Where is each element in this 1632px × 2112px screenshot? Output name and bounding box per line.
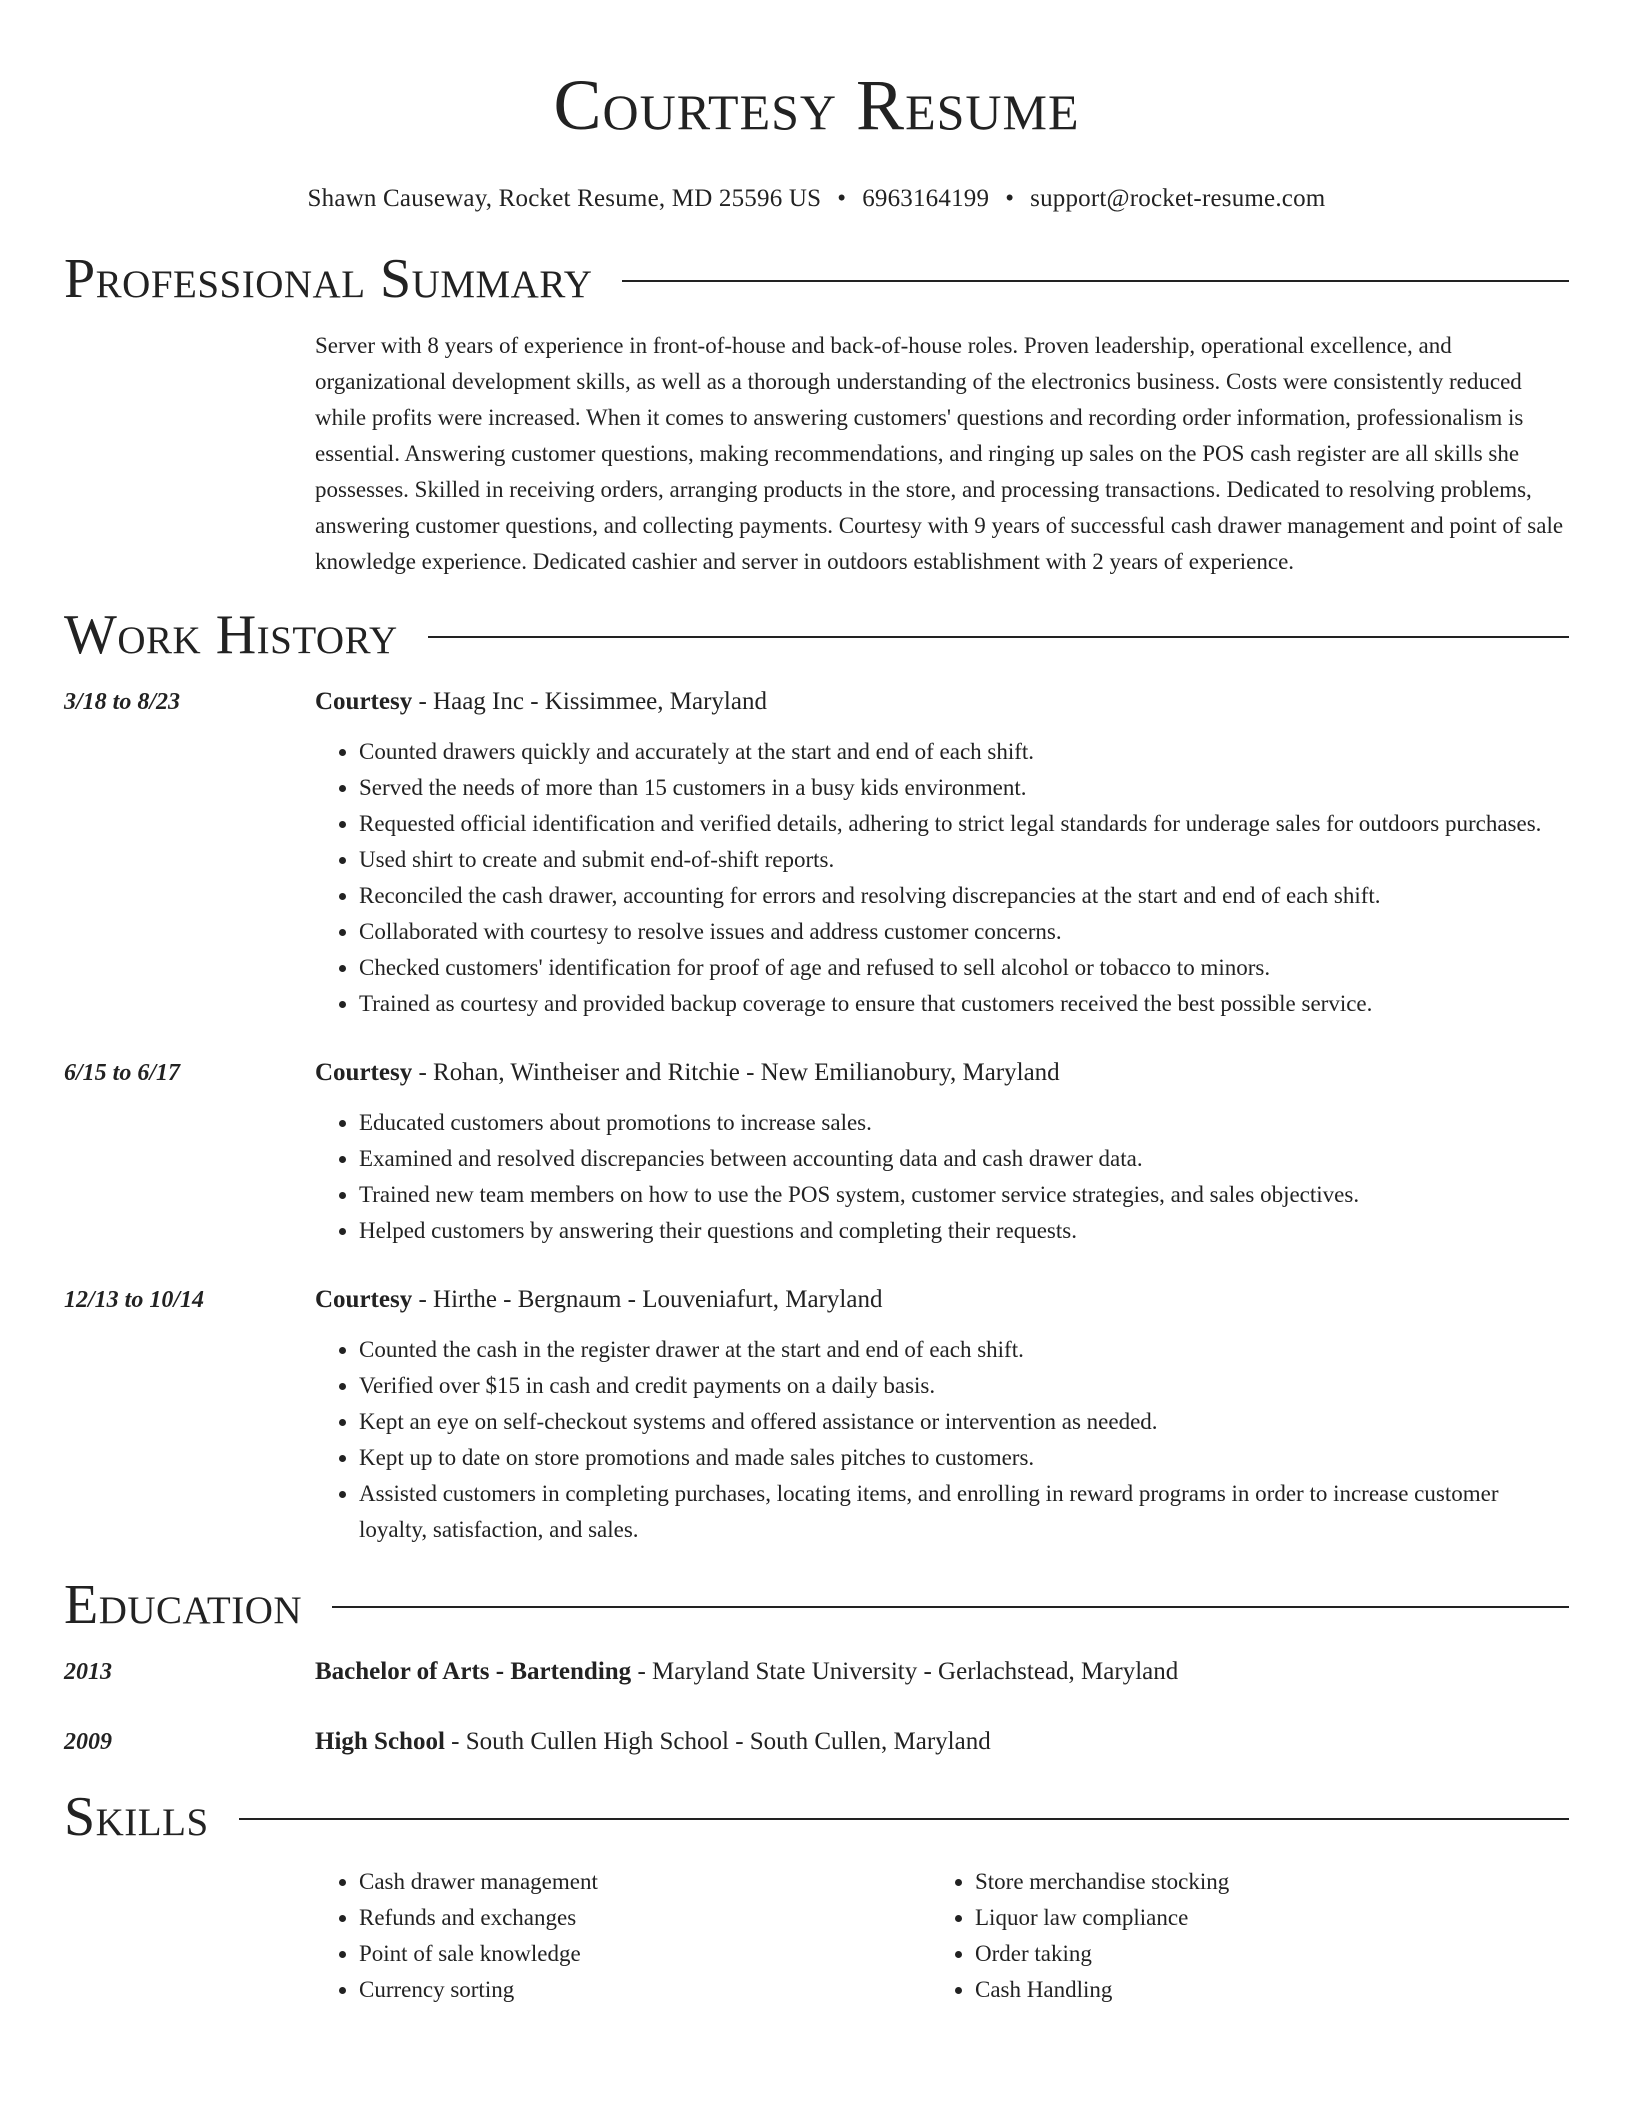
education-role: [315, 1654, 1569, 1690]
job-dates: 6/15 to 6/17: [64, 1060, 181, 1086]
job-title: Courtesy: [315, 1286, 413, 1313]
job-bullet: • Trained as courtesy and provided backup coverage to ensure that customers received the best possible service.: [359, 986, 1569, 1022]
education-entry: [64, 1654, 1569, 1690]
skill-item: • Currency sorting: [359, 1972, 931, 2008]
skill-item: • Cash drawer management: [359, 1864, 931, 1900]
job-bullet: • Used shirt to create and submit end-of-shift reports.: [359, 842, 1569, 878]
skills-section-header: [64, 1784, 1569, 1850]
resume-name: Courtesy Resume: [553, 65, 1080, 145]
job-role: [315, 1055, 1569, 1091]
section-divider: [622, 280, 1569, 282]
job-bullets: [315, 1332, 1569, 1548]
job-role: [315, 1282, 1569, 1318]
education-year: 2013: [64, 1659, 112, 1685]
contact-phone: 6963164199: [862, 185, 990, 212]
job-role: [315, 684, 1569, 720]
education-entry: [64, 1724, 1569, 1760]
job-bullet: • Counted drawers quickly and accurately at the start and end of each shift.: [359, 734, 1569, 770]
job-bullet: • Counted the cash in the register drawer at the start and end of each shift.: [359, 1332, 1569, 1368]
job-entry: [64, 1055, 1569, 1249]
education-details: - South Cullen High School - South Cullen, Maryland: [444, 1728, 991, 1755]
skill-item: • Store merchandise stocking: [975, 1864, 1547, 1900]
job-bullets: [315, 1105, 1569, 1249]
job-bullet: • Reconciled the cash drawer, accounting for errors and resolving discrepancies at the start and end of each shift.: [359, 878, 1569, 914]
work-heading: Work History: [64, 604, 398, 666]
job-title: Courtesy: [315, 688, 413, 715]
job-bullets: [315, 734, 1569, 1022]
section-divider: [332, 1606, 1569, 1608]
education-year: 2009: [64, 1729, 112, 1755]
education-degree: Bachelor of Arts - Bartending: [315, 1658, 632, 1685]
job-details: - Haag Inc - Kissimmee, Maryland: [412, 688, 767, 715]
skills-column-left: [315, 1864, 931, 2008]
skill-item: • Refunds and exchanges: [359, 1900, 931, 1936]
skills-heading: Skills: [64, 1786, 209, 1848]
job-details: - Hirthe - Bergnaum - Louveniafurt, Maryland: [412, 1286, 883, 1313]
section-divider: [239, 1818, 1569, 1820]
skill-item: • Cash Handling: [975, 1972, 1547, 2008]
skill-item: • Point of sale knowledge: [359, 1936, 931, 1972]
job-dates: 3/18 to 8/23: [64, 689, 181, 715]
skills-list: [315, 1864, 1569, 2008]
skill-item: • Liquor law compliance: [975, 1900, 1547, 1936]
section-divider: [428, 636, 1569, 638]
contact-separator: •: [1005, 185, 1015, 212]
job-bullet: • Educated customers about promotions to increase sales.: [359, 1105, 1569, 1141]
job-title: Courtesy: [315, 1059, 413, 1086]
summary-heading: Professional Summary: [64, 248, 593, 310]
contact-line: [64, 182, 1569, 216]
job-bullet: • Helped customers by answering their questions and completing their requests.: [359, 1213, 1569, 1249]
job-bullet: • Kept up to date on store promotions and made sales pitches to customers.: [359, 1440, 1569, 1476]
education-heading: Education: [64, 1574, 303, 1636]
job-details: - Rohan, Wintheiser and Ritchie - New Emilianobury, Maryland: [412, 1059, 1060, 1086]
work-section-header: [64, 602, 1569, 668]
job-bullet: • Served the needs of more than 15 customers in a busy kids environment.: [359, 770, 1569, 806]
skills-column-right: [931, 1864, 1547, 2008]
job-bullet: • Trained new team members on how to use the POS system, customer service strategies, and sales objectives.: [359, 1177, 1569, 1213]
job-bullet: • Verified over $15 in cash and credit payments on a daily basis.: [359, 1368, 1569, 1404]
education-degree: High School: [315, 1728, 445, 1755]
contact-email: support@rocket-resume.com: [1030, 185, 1326, 212]
job-bullet: • Kept an eye on self-checkout systems and offered assistance or intervention as needed.: [359, 1404, 1569, 1440]
job-bullet: • Requested official identification and verified details, adhering to strict legal standards for underage sales for outdoors purchases.: [359, 806, 1569, 842]
skill-item: • Order taking: [975, 1936, 1547, 1972]
summary-text: Server with 8 years of experience in front-of-house and back-of-house roles. Proven leadership, operational excellence, and organizational development skills, as well as a thorough understanding of the electronics business. Costs were consistently reduced while profits were increased. When it comes to answering customers' questions and recording order information, professionalism is essential. Answering customer questions, making recommendations, and ringing up sales on the POS cash register are all skills she possesses. Skilled in receiving orders, arranging products in the store, and processing transactions. Dedicated to resolving problems, answering customer questions, and collecting payments. Courtesy with 9 years of successful cash drawer management and point of sale knowledge experience. Dedicated cashier and server in outdoors establishment with 2 years of experience.: [315, 333, 1564, 574]
contact-separator: •: [837, 185, 847, 212]
summary-section-header: [64, 246, 1569, 312]
job-entry: [64, 684, 1569, 1022]
job-entry: [64, 1282, 1569, 1548]
job-bullet: • Collaborated with courtesy to resolve issues and address customer concerns.: [359, 914, 1569, 950]
education-role: [315, 1724, 1569, 1760]
job-bullet: • Examined and resolved discrepancies between accounting data and cash drawer data.: [359, 1141, 1569, 1177]
contact-address: Shawn Causeway, Rocket Resume, MD 25596 US: [307, 185, 822, 212]
job-bullet: • Checked customers' identification for proof of age and refused to sell alcohol or tobacco to minors.: [359, 950, 1569, 986]
job-bullet: • Assisted customers in completing purchases, locating items, and enrolling in reward programs in order to increase customer loyalty, satisfaction, and sales.: [359, 1476, 1569, 1548]
education-section-header: [64, 1572, 1569, 1638]
education-details: - Maryland State University - Gerlachstead, Maryland: [631, 1658, 1179, 1685]
job-dates: 12/13 to 10/14: [64, 1287, 205, 1313]
